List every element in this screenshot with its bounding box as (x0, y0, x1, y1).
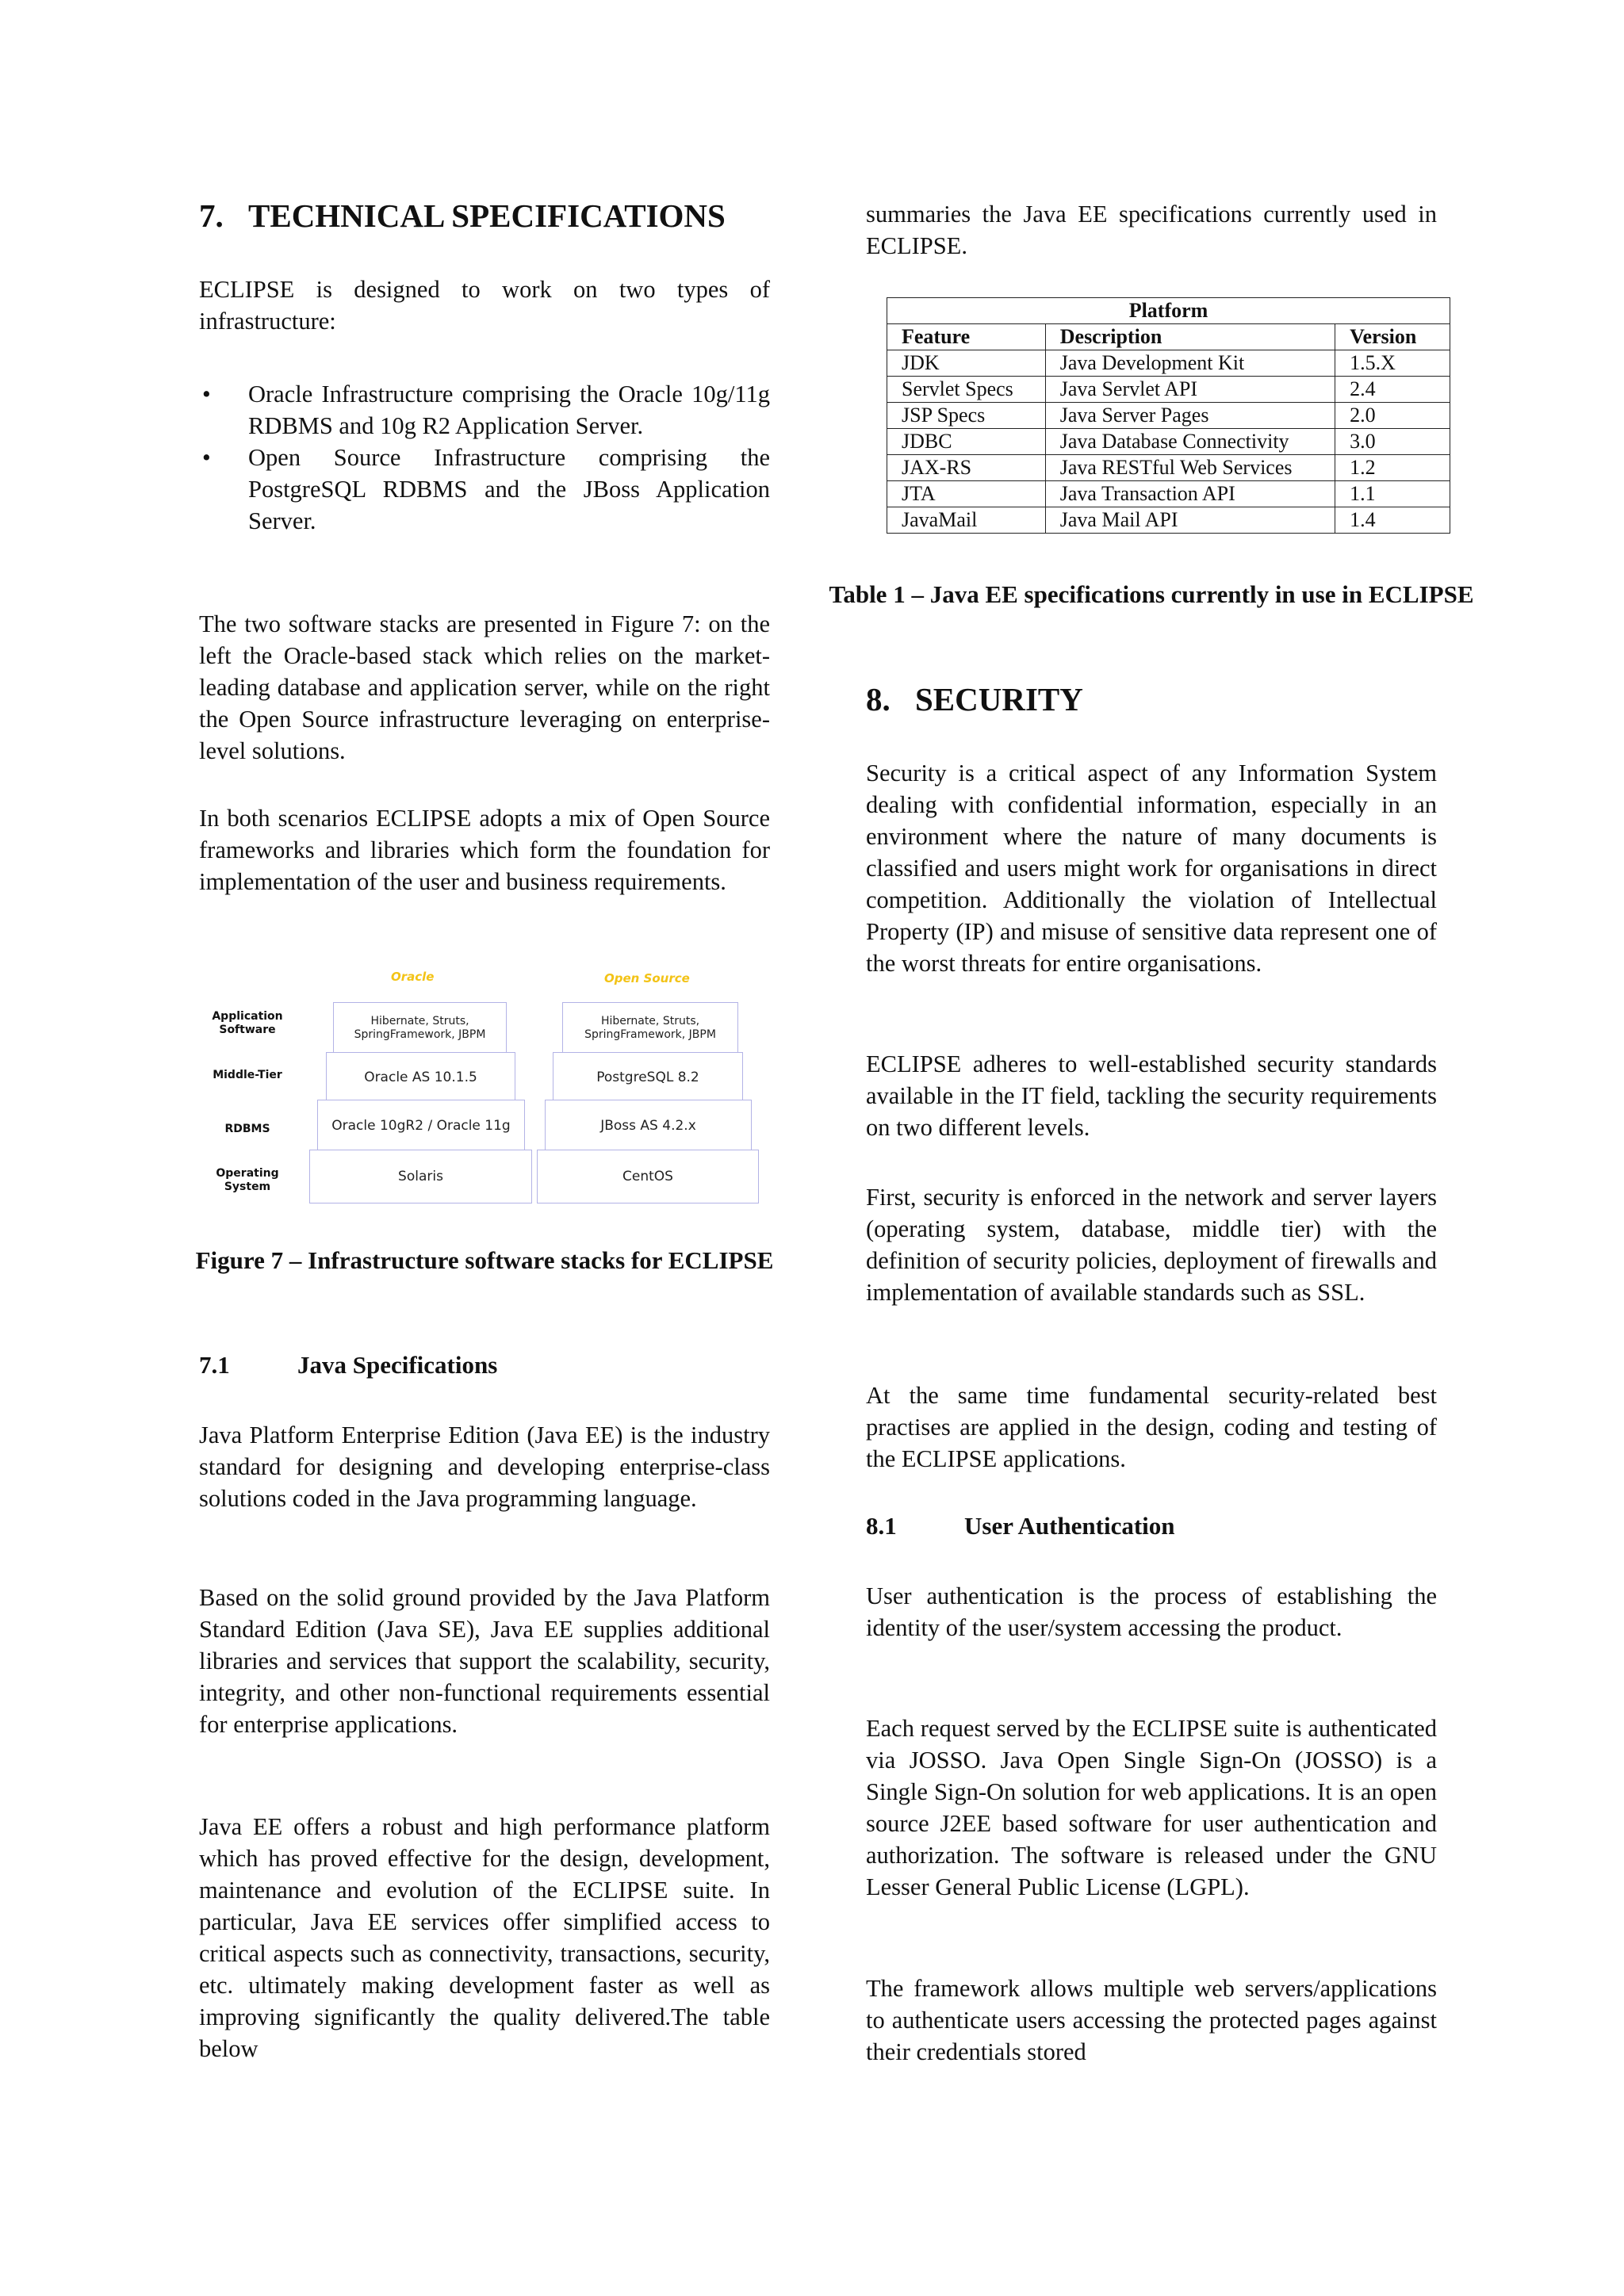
section-8-heading (866, 680, 1437, 719)
table-row (887, 507, 1450, 534)
version-cell: 1.4 (1335, 507, 1450, 534)
section-title: TECHNICAL SPECIFICATIONS (248, 197, 726, 234)
javaee-paragraph: Java Platform Enterprise Edition (Java EE) is the industry standard for designing and developing enterprise-class solutions coded in the Java programming language. (199, 1422, 770, 1512)
network-security-paragraph: First, security is enforced in the network and server layers (operating system, database, middle tier) with the definition of security policies, deployment of firewalls and implementation of available standards such as SSL. (866, 1184, 1437, 1306)
section-title: SECURITY (915, 681, 1083, 718)
table-caption: Table 1 – Java EE specifications currently in use in ECLIPSE (829, 580, 1474, 608)
table-row (887, 377, 1450, 403)
feature-cell: JTA (887, 481, 1046, 507)
opensource-os-box: CentOS (537, 1150, 759, 1203)
table-row (887, 350, 1450, 377)
table-row (887, 403, 1450, 429)
opensource-stack-header: Open Source (604, 971, 690, 985)
bullet-icon: • (202, 444, 211, 471)
table-header-row (887, 324, 1450, 350)
figure-caption: Figure 7 – Infrastructure software stacks for ECLIPSE (195, 1246, 774, 1274)
opensource-middle-tier-box: PostgreSQL 8.2 (553, 1052, 743, 1103)
section-number: 7.1 (199, 1351, 230, 1379)
layer-label-application: Application Software (212, 1010, 283, 1036)
feature-cell: JAX-RS (887, 455, 1046, 481)
authentication-paragraph: User authentication is the process of establishing the identity of the user/system accessing the product. (866, 1582, 1437, 1641)
version-cell: 2.4 (1335, 377, 1450, 403)
bullet-icon: • (202, 381, 211, 408)
layer-label-middle-tier: Middle-Tier (213, 1069, 282, 1081)
java-ee-spec-table (887, 297, 1450, 534)
section-8-1-heading (866, 1511, 1437, 1540)
oracle-rdbms-box: Oracle 10gR2 / Oracle 11g (317, 1100, 525, 1152)
javaee-platform-paragraph: Java EE offers a robust and high performance platform which has proved effective for the design, development, maintenance and evolution of the ECLIPSE suite. In particular, Java EE services offer simplified access to critical aspects such as connectivity, transactions, security, etc. ultimately making development faster as well as improving significantly the quality delivered.The table below (199, 1813, 770, 2062)
table-group-header: Platform (887, 298, 1450, 324)
section-7-1-heading (199, 1350, 770, 1380)
feature-cell: JavaMail (887, 507, 1046, 534)
javase-paragraph: Based on the solid ground provided by the Java Platform Standard Edition (Java SE), Java EE supplies additional libraries and services that support the scalability, security, integrity, and other non-functional requirements essential for enterprise applications. (199, 1584, 770, 1738)
section-number: 8.1 (866, 1512, 897, 1540)
frameworks-paragraph: In both scenarios ECLIPSE adopts a mix of Open Source frameworks and libraries which form the foundation for implementation of the user and business requirements. (199, 805, 770, 895)
version-cell: 1.2 (1335, 455, 1450, 481)
table-row (887, 455, 1450, 481)
feature-cell: JDK (887, 350, 1046, 377)
description-cell: Java Development Kit (1045, 350, 1335, 377)
list-item: • Open Source Infrastructure comprising the PostgreSQL RDBMS and the JBoss Application Server. (199, 442, 770, 537)
version-cell: 2.0 (1335, 403, 1450, 429)
oracle-middle-tier-box: Oracle AS 10.1.5 (326, 1052, 515, 1103)
table-intro-paragraph: summaries the Java EE specifications currently used in ECLIPSE. (866, 201, 1437, 259)
framework-paragraph: The framework allows multiple web servers/applications to authenticate users accessing the protected pages against their credentials stored (866, 1975, 1437, 2065)
list-item: • Oracle Infrastructure comprising the Oracle 10g/11g RDBMS and 10g R2 Application Server. (199, 378, 770, 442)
intro-paragraph: ECLIPSE is designed to work on two types of infrastructure: (199, 276, 770, 335)
section-title: User Authentication (964, 1512, 1175, 1540)
opensource-application-box: Hibernate, Struts, SpringFramework, JBPM (562, 1002, 738, 1054)
oracle-application-box: Hibernate, Struts, SpringFramework, JBPM (333, 1002, 507, 1054)
feature-cell: JDBC (887, 429, 1046, 455)
layer-label-os: Operating System (216, 1167, 279, 1193)
table-row (887, 429, 1450, 455)
column-header: Version (1335, 324, 1450, 350)
feature-cell: JSP Specs (887, 403, 1046, 429)
version-cell: 3.0 (1335, 429, 1450, 455)
description-cell: Java Database Connectivity (1045, 429, 1335, 455)
description-cell: Java Mail API (1045, 507, 1335, 534)
best-practices-paragraph: At the same time fundamental security-related best practises are applied in the design, coding and testing of the ECLIPSE applications. (866, 1382, 1437, 1472)
layer-label-rdbms: RDBMS (224, 1123, 270, 1135)
description-cell: Java Transaction API (1045, 481, 1335, 507)
stacks-paragraph: The two software stacks are presented in Figure 7: on the left the Oracle-based stack which relies on the market-leading database and application server, while on the right the Open Source infrastructure leveraging on enterprise-level solutions. (199, 610, 770, 764)
version-cell: 1.1 (1335, 481, 1450, 507)
section-number: 7. (199, 197, 224, 234)
section-title: Java Specifications (297, 1351, 498, 1379)
oracle-os-box: Solaris (309, 1150, 532, 1203)
column-header: Description (1045, 324, 1335, 350)
standards-paragraph: ECLIPSE adheres to well-established security standards available in the IT field, tackling the security requirements on two different levels. (866, 1050, 1437, 1141)
column-header: Feature (887, 324, 1046, 350)
opensource-rdbms-box: JBoss AS 4.2.x (545, 1100, 752, 1152)
description-cell: Java Server Pages (1045, 403, 1335, 429)
feature-cell: Servlet Specs (887, 377, 1046, 403)
josso-paragraph: Each request served by the ECLIPSE suite is authenticated via JOSSO. Java Open Single Sign-On (JOSSO) is a Single Sign-On solution for web applications. It is an open source J2EE based software for user authentication and authorization. The software is released under the GNU Lesser General Public License (LGPL). (866, 1715, 1437, 1900)
version-cell: 1.5.X (1335, 350, 1450, 377)
infrastructure-list (199, 378, 770, 537)
section-number: 8. (866, 681, 891, 718)
table-row (887, 481, 1450, 507)
oracle-stack-header: Oracle (391, 970, 435, 984)
description-cell: Java Servlet API (1045, 377, 1335, 403)
section-7-heading (199, 197, 770, 235)
description-cell: Java RESTful Web Services (1045, 455, 1335, 481)
infrastructure-stack-diagram (199, 967, 770, 1221)
security-paragraph: Security is a critical aspect of any Information System dealing with confidential information, especially in an environment where the nature of many documents is classified and users might work for organisations in direct competition. Additionally the violation of Intellectual Property (IP) and misuse of sensitive data represent one of the worst threats for entire organisations. (866, 760, 1437, 977)
